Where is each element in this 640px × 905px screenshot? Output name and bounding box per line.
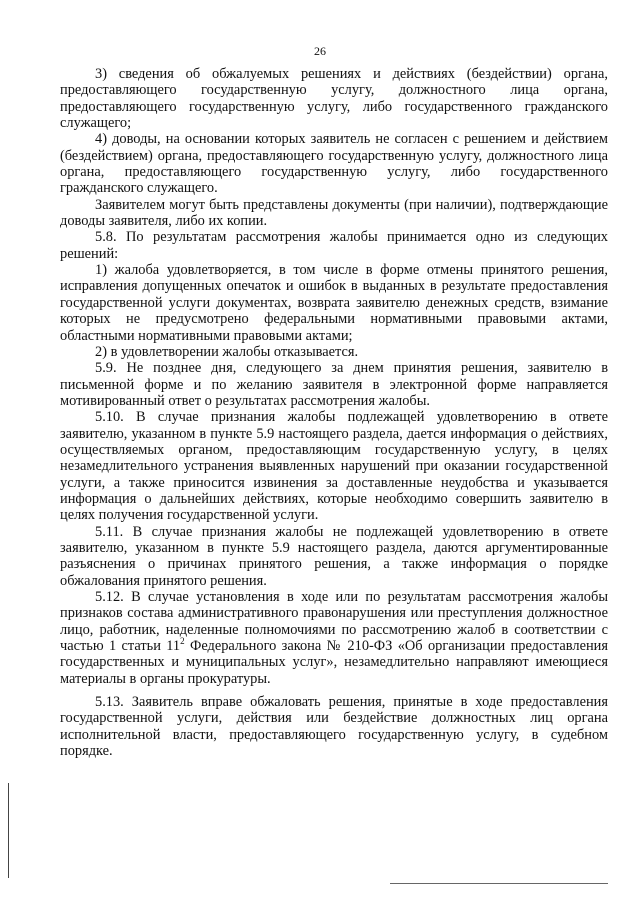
article-superscript: 2 [180,636,185,647]
paragraph-5-12 [60,589,608,687]
paragraph-5-10: 5.10. В случае признания жалобы подлежащей удовлетворению в ответе заявителю, указанном в пункте 5.9 настоящего раздела, дается информация о действиях, осуществляемых органом, предоставляющим государственную услугу, в целях незамедлительного устранения выявленных нарушений при оказании государственной услуги, а также приносится извинения за доставленные неудобства и указывается информация о дальнейших действиях, которые необходимо совершить заявителю в целях получения государственной услуги. [60,409,608,524]
paragraph-5-8: 5.8. По результатам рассмотрения жалобы принимается одно из следующих решений: [60,229,608,262]
bottom-rule [390,883,608,884]
paragraph-5-13: 5.13. Заявитель вправе обжаловать решения, принятые в ходе предоставления государственной услуги, действия или бездействие должностных лиц органа исполнительной власти, предоставляющего государственную услугу, в судебном порядке. [60,694,608,760]
paragraph-5-9: 5.9. Не позднее дня, следующего за днем принятия решения, заявителю в письменной форме и по желанию заявителя в электронной форме направляется мотивированный ответ о результатах рассмотрения жалобы. [60,360,608,409]
paragraph-decision-2: 2) в удовлетворении жалобы отказывается. [95,343,359,360]
paragraph-item-4-arguments: 4) доводы, на основании которых заявитель не согласен с решением и действием (бездействием) органа, предоставляющего государственную услугу, должностного лица органа, предоставляющего государственную услугу, либо государственного гражданского служащего. [60,131,608,197]
paragraph-5-11: 5.11. В случае признания жалобы не подлежащей удовлетворению в ответе заявителю, указанном в пункте 5.9 настоящего раздела, даются аргументированные разъяснения о причинах принятого решения, а также информация о порядке обжалования принятого решения. [60,523,608,589]
paragraph-5-12-text: 5.12. В случае установления в ходе или по результатам рассмотрения жалобы признаков состава административного правонарушения или преступления должностное лицо, работник, наделенные полномочиями по рассмотрению жалоб в соответствии с частью 1 статьи 11 [60,589,608,655]
scan-margin-line [8,783,9,878]
paragraph-supporting-documents: Заявителем могут быть представлены документы (при наличии), подтверждающие доводы заявителя, либо их копии. [60,196,608,230]
paragraph-5-12-text-continued: Федерального закона № 210-ФЗ «Об организации предоставления государственных и муниципальных услуг», незамедлительно направляют имеющиеся материалы в органы прокуратуры. [60,638,608,687]
paragraph-decision-1: 1) жалоба удовлетворяется, в том числе в форме отмены принятого решения, исправления допущенных опечаток и ошибок в выданных в результате предоставления государственной услуги документах, возврата заявителю денежных средств, взимание которых не предусмотрено федеральными нормативными правовыми актами, областными нормативными правовыми актами; [60,262,608,344]
page-number: 26 [314,44,326,58]
paragraph-item-3-complaint-details: 3) сведения об обжалуемых решениях и действиях (бездействии) органа, предоставляющего государственную услугу, должностного лица органа, предоставляющего государственную услугу, либо государственного гражданского служащего; [60,66,608,132]
document-body [60,66,608,759]
